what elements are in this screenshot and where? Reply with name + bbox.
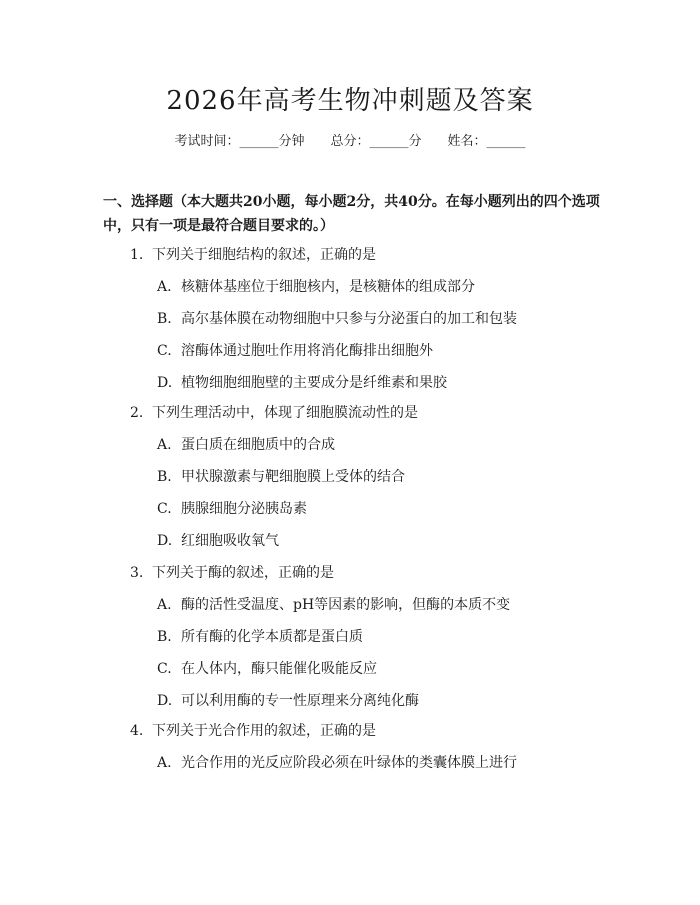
option-letter: C. (157, 501, 172, 517)
option-text: 胰腺细胞分泌胰岛素 (181, 501, 307, 517)
option-letter: B. (157, 469, 172, 485)
question-stem: 下列关于细胞结构的叙述，正确的是 (152, 247, 376, 263)
option-text: 甲状腺激素与靶细胞膜上受体的结合 (181, 469, 405, 485)
option-letter: A. (157, 755, 172, 771)
question-1-option-b (157, 308, 517, 328)
question-4-option-a (157, 752, 517, 772)
option-text: 所有酶的化学本质都是蛋白质 (181, 629, 363, 645)
question-2-option-c (157, 498, 307, 518)
question-number: 2. (130, 405, 144, 421)
question-stem: 下列关于酶的叙述，正确的是 (152, 565, 334, 581)
option-letter: A. (157, 279, 172, 295)
option-text: 在人体内，酶只能催化吸能反应 (181, 661, 377, 677)
question-number: 1. (130, 247, 144, 263)
question-3-option-b (157, 626, 363, 646)
question-3 (130, 562, 334, 582)
question-number: 3. (130, 565, 144, 581)
question-2 (130, 402, 418, 422)
option-text: 溶酶体通过胞吐作用将消化酶排出细胞外 (181, 343, 433, 359)
option-text: 蛋白质在细胞质中的合成 (181, 437, 335, 453)
option-text: 植物细胞细胞壁的主要成分是纤维素和果胶 (181, 375, 447, 391)
option-text: 高尔基体膜在动物细胞中只参与分泌蛋白的加工和包装 (181, 311, 517, 327)
question-1-option-c (157, 340, 433, 360)
question-1-option-d (157, 372, 447, 392)
option-letter: D. (157, 375, 173, 391)
total-score-label: 总分：______分 (330, 134, 422, 149)
question-stem: 下列关于光合作用的叙述，正确的是 (152, 723, 376, 739)
option-letter: B. (157, 629, 172, 645)
question-2-option-d (157, 530, 279, 550)
question-stem: 下列生理活动中，体现了细胞膜流动性的是 (152, 405, 418, 421)
option-letter: B. (157, 311, 172, 327)
question-1-option-a (157, 276, 475, 296)
option-text: 核糖体基座位于细胞核内，是核糖体的组成部分 (181, 279, 475, 295)
page-title: 2026年高考生物冲刺题及答案 (166, 86, 534, 116)
option-letter: C. (157, 343, 172, 359)
option-text: 酶的活性受温度、pH等因素的影响，但酶的本质不变 (181, 597, 511, 613)
exam-info-line (0, 130, 700, 149)
exam-time-label: 考试时间：______分钟 (174, 134, 305, 149)
question-3-option-a (157, 594, 510, 614)
option-letter: D. (157, 693, 173, 709)
option-letter: C. (157, 661, 172, 677)
option-letter: D. (157, 533, 173, 549)
question-3-option-d (157, 690, 419, 710)
section-heading: 一、选择题（本大题共20小题，每小题2分，共40分。在每小题列出的四个选项中，只有一项是最符合题目要求的。） (103, 194, 600, 234)
question-3-option-c (157, 658, 377, 678)
option-letter: A. (157, 597, 172, 613)
option-text: 光合作用的光反应阶段必须在叶绿体的类囊体膜上进行 (181, 755, 517, 771)
question-number: 4. (130, 723, 144, 739)
question-1 (130, 244, 376, 264)
question-4 (130, 720, 376, 740)
option-text: 可以利用酶的专一性原理来分离纯化酶 (181, 693, 419, 709)
option-text: 红细胞吸收氧气 (181, 533, 279, 549)
question-2-option-b (157, 466, 405, 486)
student-name-label: 姓名：______ (447, 134, 526, 149)
option-letter: A. (157, 437, 172, 453)
question-2-option-a (157, 434, 335, 454)
